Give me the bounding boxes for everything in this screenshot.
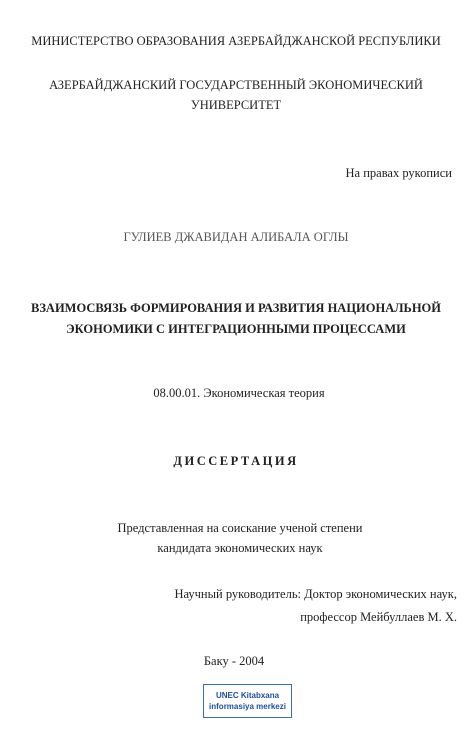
document-type: ДИССЕРТАЦИЯ	[173, 454, 299, 468]
place-and-year: Баку - 2004	[203, 654, 265, 668]
specialty-code: 08.00.01. Экономическая теория	[153, 386, 325, 400]
dissertation-title-line2: ЭКОНОМИКИ С ИНТЕГРАЦИОННЫМИ ПРОЦЕССАМИ	[66, 322, 406, 336]
stamp-line1: UNEC Kitabxana	[215, 691, 280, 700]
manuscript-rights-note: На правах рукописи	[345, 166, 452, 180]
degree-line2: кандидата экономических наук	[157, 541, 323, 555]
supervisor-line1: Научный руководитель: Доктор экономических наук,	[174, 587, 457, 601]
university-heading-line2: УНИВЕРСИТЕТ	[190, 98, 282, 112]
ministry-heading: МИНИСТЕРСТВО ОБРАЗОВАНИЯ АЗЕРБАЙДЖАНСКОЙ РЕСПУБЛИКИ	[31, 34, 441, 48]
degree-line1: Представленная на соискание ученой степени	[117, 521, 363, 535]
dissertation-title-line1: ВЗАИМОСВЯЗЬ ФОРМИРОВАНИЯ И РАЗВИТИЯ НАЦИОНАЛЬНОЙ	[31, 301, 441, 315]
supervisor-line2: профессор Мейбуллаев М. Х.	[300, 610, 457, 624]
university-heading-line1: АЗЕРБАЙДЖАНСКИЙ ГОСУДАРСТВЕННЫЙ ЭКОНОМИЧЕСКИЙ	[49, 78, 423, 92]
library-stamp	[203, 684, 292, 718]
author-name: ГУЛИЕВ ДЖАВИДАН АЛИБАЛА ОГЛЫ	[123, 230, 349, 244]
stamp-line2: informasiya merkezi	[209, 702, 286, 711]
